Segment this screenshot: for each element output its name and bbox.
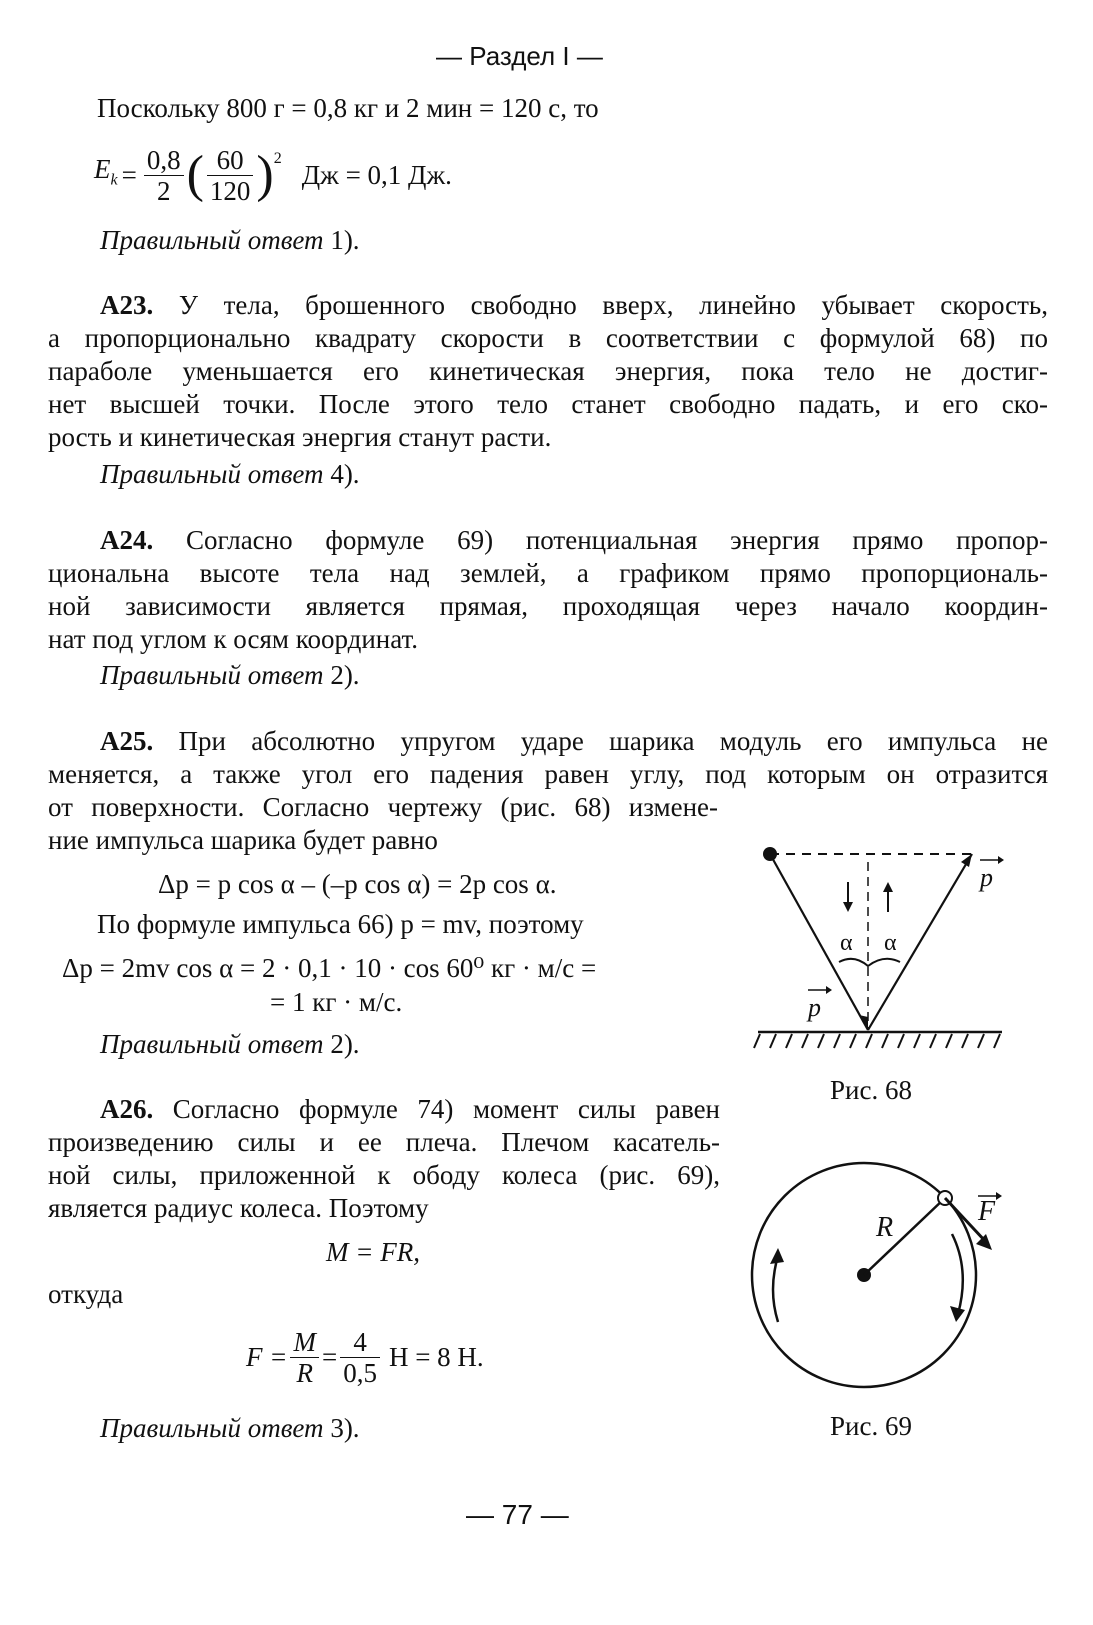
formula-result: Дж = 0,1 Дж. [301, 159, 452, 190]
fraction-speed: $\frac{60}{120}$ [207, 145, 254, 206]
a25-formula-result: = 1 кг · м/с. [270, 987, 403, 1017]
a23-line: нет высшей точки. После этого тело станет свободно падать, и его ско- [48, 389, 1048, 419]
force-arrow-icon [976, 1234, 992, 1250]
a24-answer: Правильный ответ 2). [100, 660, 360, 690]
angle-arcs [839, 959, 900, 966]
a25-line: А25. При абсолютно упругом ударе шарика модуль его импульса не [100, 726, 1049, 756]
surface-hatching [754, 1034, 1000, 1048]
a23-paragraph [48, 289, 1048, 454]
momentum-in-label: p [808, 993, 821, 1022]
a25-answer: Правильный ответ 2). [100, 1029, 360, 1059]
a23-line: рость и кинетическая энергия станут расти. [48, 422, 552, 452]
alpha-right-label: α [884, 930, 897, 956]
section-header: — Раздел I — [436, 41, 603, 71]
a26-force-formula [246, 1322, 484, 1392]
figure-69-diagram [740, 1140, 1030, 1410]
force-lhs: F = [246, 1341, 288, 1372]
fraction-mass: $\frac{0,8}{2}$ [144, 145, 184, 206]
a25-paragraph [48, 725, 1048, 791]
rotation-arrow-up-icon [770, 1248, 784, 1264]
left-paren: ( [186, 146, 204, 203]
alpha-left-label: α [840, 930, 853, 956]
rotation-arrow-down-icon [950, 1306, 965, 1322]
a26-line: А26. Согласно формуле 74) момент силы равен [100, 1094, 720, 1124]
a25-line: ние импульса шарика будет равно [48, 825, 438, 855]
intro-line: Поскольку 800 г = 0,8 кг и 2 мин = 120 с, то [97, 93, 599, 123]
a25-formula-calc: Δp = 2mv cos α = 2 · 0,1 · 10 · cos 60⁰ кг · м/с = [62, 953, 597, 983]
a25-formula-intro: По формуле импульса 66) p = mv, поэтому [97, 909, 584, 939]
figure-68-diagram [740, 840, 1020, 1060]
formula-ek: $E_k$ [94, 154, 118, 189]
vector-arrow-force-icon [996, 1192, 1002, 1200]
fraction-4-over-05: $\frac{4}{0,5}$ [340, 1327, 380, 1388]
a26-line: произведению силы и ее плеча. Плечом касатель- [48, 1127, 720, 1157]
right-paren: ) [256, 146, 274, 203]
up-arrow-icon [883, 882, 893, 892]
a23-line: А23. У тела, брошенного свободно вверх, линейно убывает скорость, [100, 290, 1048, 320]
reflected-arrowhead [961, 854, 972, 867]
a26-line: ной силы, приложенной к ободу колеса (рис. 69), [48, 1160, 720, 1190]
a25-line: меняется, а также угол его падения равен углу, под которым он отразится [48, 759, 1048, 789]
a24-line: А24. Согласно формуле 69) потенциальная энергия прямо пропор- [100, 525, 1048, 555]
vector-arrow-out-icon [998, 856, 1004, 864]
a26-formula-moment: M = FR, [326, 1237, 420, 1267]
radius-label: R [876, 1212, 894, 1243]
page-number: — 77 — [466, 1499, 569, 1530]
a26-otkuda: откуда [48, 1279, 124, 1309]
down-arrow-icon [843, 902, 853, 912]
fraction-m-over-r: $\frac{M}{R}$ [290, 1327, 319, 1388]
a23-line: а пропорционально квадрату скорости в соответствии с формулой 68) по [48, 323, 1048, 353]
a25-formula-delta-p: Δp = p cos α – (–p cos α) = 2p cos α. [158, 869, 557, 899]
a23-answer: Правильный ответ 4). [100, 459, 360, 489]
rotation-arc-right [952, 1234, 963, 1314]
a25-paragraph-narrow [48, 791, 718, 857]
a24-paragraph [48, 524, 1048, 656]
a24-line: нат под углом к осям координат. [48, 624, 419, 654]
kinetic-energy-formula [94, 140, 452, 210]
exponent: 2 [273, 150, 282, 167]
a25-line: от поверхности. Согласно чертежу (рис. 68) измене- [48, 792, 718, 822]
vector-arrow-in-icon [826, 986, 832, 994]
rotation-arc-left [773, 1256, 778, 1322]
formula-equals: = [121, 159, 137, 190]
a24-line: циональна высоте тела над землей, а графиком прямо пропорциональ- [48, 558, 1048, 588]
a26-line: является радиус колеса. Поэтому [48, 1193, 429, 1223]
a23-line: параболе уменьшается его кинетическая энергия, пока тело не достиг- [48, 356, 1048, 386]
force-result: Н = 8 Н. [388, 1341, 484, 1372]
intro-answer: Правильный ответ 1). [100, 225, 360, 255]
figure-68-caption: Рис. 68 [830, 1075, 912, 1105]
force-equals: = [321, 1341, 338, 1372]
momentum-out-label: p [980, 863, 993, 892]
a26-paragraph [48, 1093, 720, 1225]
force-label: F [978, 1196, 996, 1227]
a26-answer: Правильный ответ 3). [100, 1413, 360, 1443]
figure-69-caption: Рис. 69 [830, 1411, 912, 1441]
a24-line: ной зависимости является прямая, проходящая через начало координ- [48, 591, 1048, 621]
